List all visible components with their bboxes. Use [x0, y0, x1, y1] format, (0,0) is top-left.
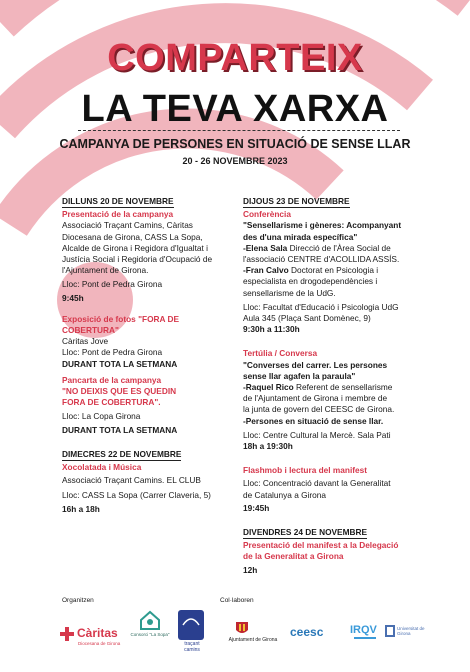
speaker-line — [243, 382, 407, 393]
house-icon — [139, 610, 161, 630]
speaker-name: -Fran Calvo — [243, 265, 289, 276]
event-place: Lloc: Pont de Pedra Girona — [62, 347, 163, 358]
event-place: Lloc: CASS La Sopa (Carrer Claveria, 5) — [62, 490, 211, 501]
event-subtitle: FORA DE COBERTURA". — [62, 397, 161, 408]
day-heading: DILLUNS 20 DE NOVEMBRE — [62, 196, 174, 208]
event-title: Exposició de fotos "FORA DE — [62, 313, 180, 324]
event-time: 18h a 19:30h — [243, 441, 293, 452]
ajuntament-logo — [220, 622, 286, 646]
speaker-name: -Elena Sala — [243, 242, 288, 253]
udg-emblem-icon — [385, 625, 395, 637]
campaign-subtitle: CAMPANYA DE PERSONES EN SITUACIÓ DE SENSE LLAR — [59, 137, 411, 151]
event-title: COBERTURA" — [62, 325, 119, 336]
caritas-sub: Diocesana de Girona — [78, 641, 121, 646]
speaker-role-cont: especialista en drogodependències i — [243, 276, 378, 287]
event-line: Alcalde de Girona i Regidora d'Igualtat i — [62, 242, 208, 253]
tracant-label-1: traçant — [184, 641, 200, 647]
event-title: Xocolatada i Música — [62, 462, 142, 473]
la-sopa-logo — [130, 610, 170, 654]
event-place: Lloc: La Copa Girona — [62, 411, 141, 422]
event-time: 9:30h a 11:30h — [243, 324, 300, 335]
collaborators-label: Col·laboren — [220, 597, 254, 604]
day-heading: DIJOUS 23 DE NOVEMBRE — [243, 196, 350, 208]
event-title: Tertúlia / Conversa — [243, 348, 318, 359]
right-column — [243, 196, 407, 576]
event-title: Presentació del manifest a la Delegació — [243, 540, 399, 551]
event-time: 12h — [243, 564, 258, 575]
event-line: Diocesana de Girona, CASS La Sopa, — [62, 231, 203, 242]
speaker-role-cont: la junta de govern del CEESC de Girona. — [243, 404, 395, 415]
event-subtitle: des d'una mirada específica" — [243, 231, 358, 242]
event-place: Lloc: Pont de Pedra Girona — [62, 279, 163, 290]
path-icon — [181, 613, 201, 627]
event-title: Presentació de la campanya — [62, 209, 174, 220]
event-line: Justícia Social i Regidoria d'Ocupació de — [62, 254, 213, 265]
event-organizer: Càritas Jove — [62, 336, 109, 347]
event-time: 9:45h — [62, 292, 84, 303]
la-sopa-label: Consorci "La Sopa" — [130, 632, 170, 637]
tracant-label-2: camins — [184, 647, 200, 653]
event-title: Conferència — [243, 209, 291, 220]
speaker-role-cont: de l'Ajuntament de Girona i membre de — [243, 393, 388, 404]
speaker-line — [243, 265, 407, 276]
event-place: Lloc: Concentració davant la Generalitat — [243, 478, 391, 489]
speaker-name: -Persones en situació de sense llar. — [243, 415, 384, 426]
event-title: de la Generalitat a Girona — [243, 551, 344, 562]
title-line-2: LA TEVA XARXA — [81, 88, 389, 130]
coat-of-arms-icon — [236, 622, 248, 636]
day-heading: DIVENDRES 24 DE NOVEMBRE — [243, 527, 367, 539]
event-subtitle: "Converses del carrer. Les persones — [243, 359, 388, 370]
ajuntament-label: Ajuntament de Girona — [228, 637, 278, 643]
tracant-camins-logo — [178, 610, 204, 640]
tracant-camins-label — [176, 641, 208, 653]
udg-label: Universitat de Girona — [397, 626, 425, 636]
event-organizer: Associació Traçant Camins. EL CLUB — [62, 475, 201, 486]
event-place: Aula 345 (Plaça Sant Domènec, 9) — [243, 313, 371, 324]
event-place: Lloc: Facultat d'Educació i Psicologia UdG — [243, 301, 399, 312]
speaker-role: Direcció de l'Àrea Social de — [287, 242, 391, 253]
event-time: DURANT TOTA LA SETMANA — [62, 424, 178, 435]
dashed-divider — [78, 130, 400, 131]
speaker-role-cont: l'associació CENTRE d'ACOLLIDA ASSÍS. — [243, 254, 400, 265]
left-column — [62, 196, 230, 515]
title-line-1: COMPARTEIX — [107, 37, 363, 79]
speaker-name: -Raquel Rico — [243, 382, 294, 393]
event-title: Pancarta de la campanya — [62, 374, 162, 385]
caritas-wordmark: Càritas — [77, 626, 118, 640]
ceesc-logo: ceesc — [290, 625, 324, 639]
speaker-line — [243, 243, 407, 254]
speaker-role: Referent de sensellarisme — [293, 382, 393, 393]
event-subtitle: "Sensellarisme i gèneres: Acompanyant — [243, 220, 402, 231]
organizers-label: Organitzen — [62, 597, 94, 604]
irqv-underline — [354, 637, 376, 639]
speaker-role: Doctorat en Psicologia i — [288, 265, 379, 276]
event-time: DURANT TOTA LA SETMANA — [62, 358, 178, 369]
udg-logo — [385, 623, 429, 643]
day-heading: DIMECRES 22 DE NOVEMBRE — [62, 449, 181, 461]
event-title: Flashmob i lectura del manifest — [243, 465, 368, 476]
cross-icon — [60, 627, 74, 641]
event-subtitle: "NO DEIXIS QUE ES QUEDIN — [62, 386, 177, 397]
event-place: de Catalunya a Girona — [243, 489, 327, 500]
event-line: l'Ajuntament de Girona. — [62, 265, 149, 276]
event-line: Associació Traçant Camins, Càritas — [62, 220, 193, 231]
event-place: Lloc: Centre Cultural la Mercè. Sala Pati — [243, 429, 391, 440]
event-time: 19:45h — [243, 502, 270, 513]
event-subtitle: sense llar agafen la paraula" — [243, 370, 356, 381]
event-time: 16h a 18h — [62, 503, 100, 514]
caritas-logo — [60, 625, 130, 655]
irqv-logo: IRQV — [350, 624, 377, 636]
campaign-dates: 20 - 26 NOVEMBRE 2023 — [182, 156, 288, 166]
speaker-role-cont: sensellarisme de la UdG. — [243, 287, 336, 298]
